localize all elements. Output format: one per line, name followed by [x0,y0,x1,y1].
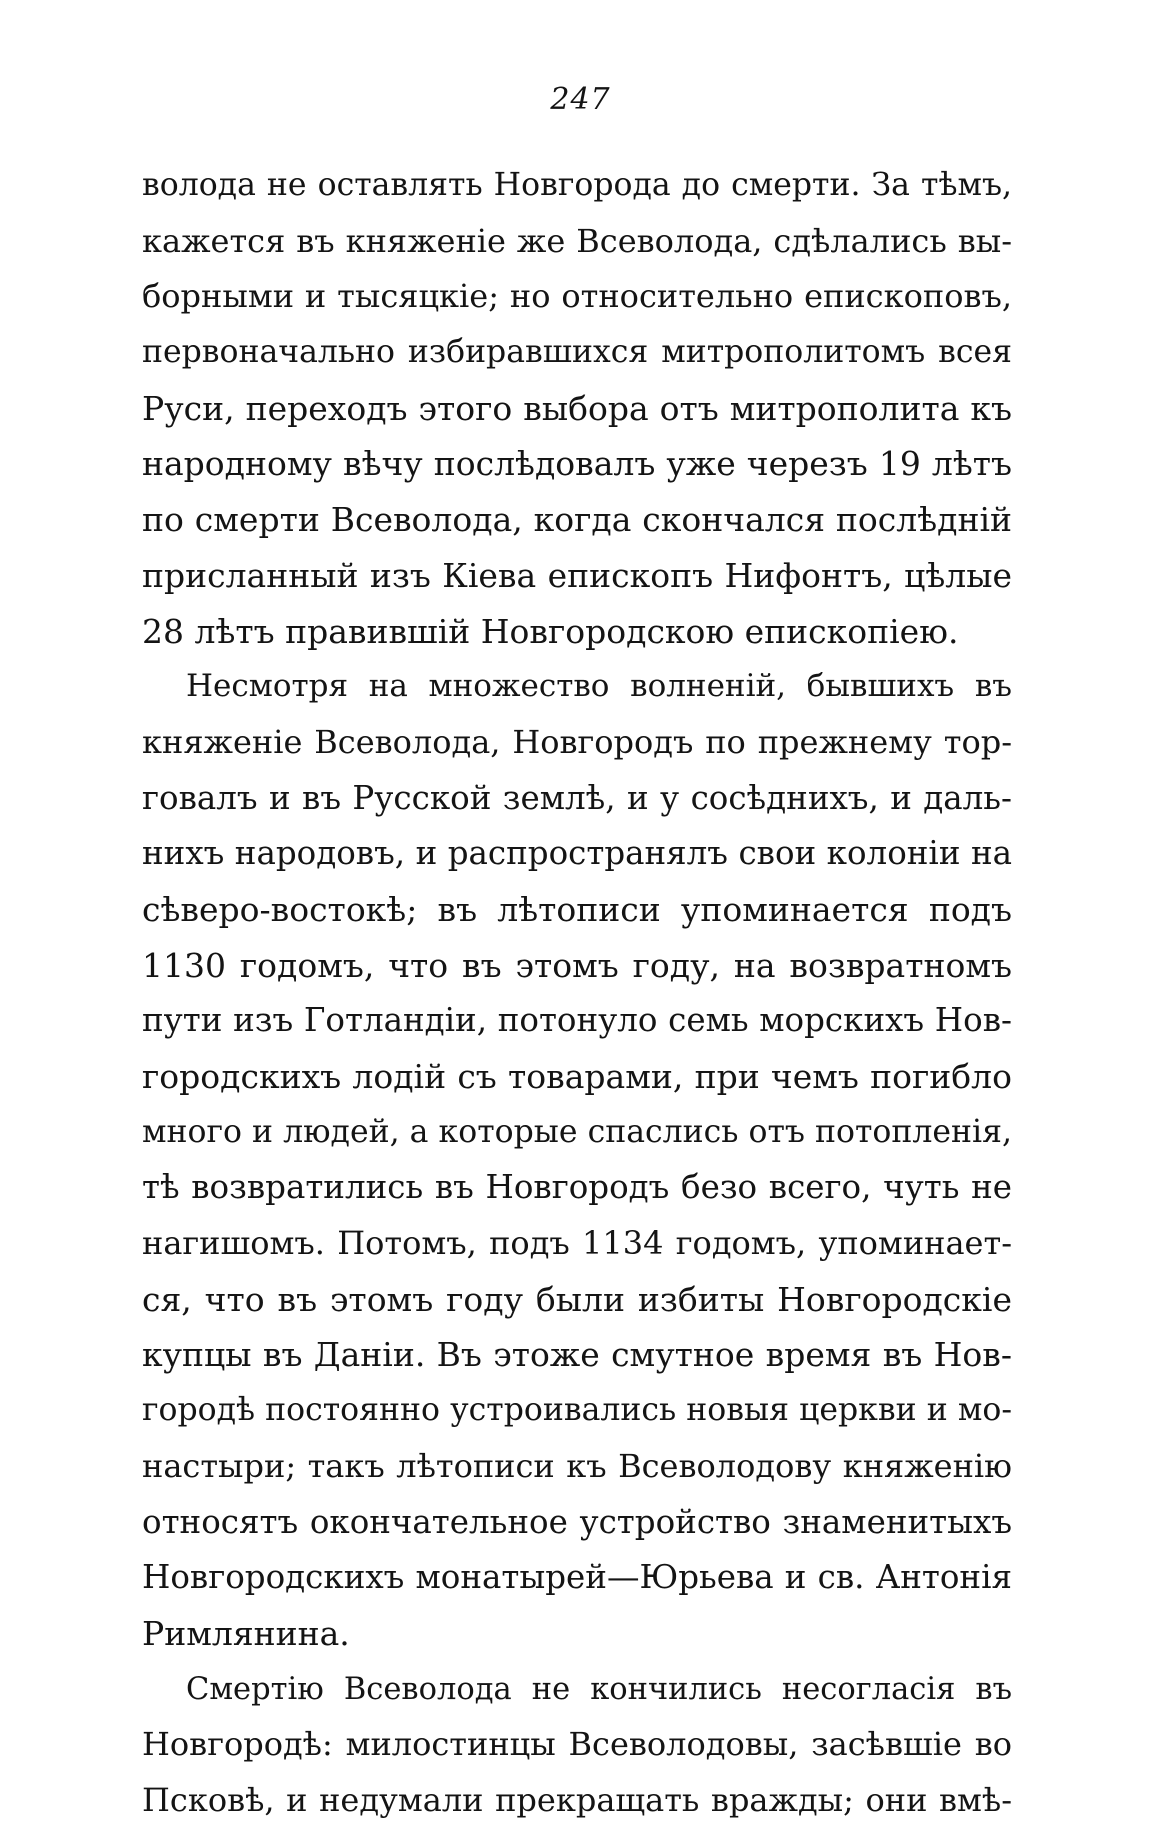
text-line: купцы въ Даніи. Въ этоже смутное время въ Нов- [142,1335,1012,1375]
paragraph-3 [142,1662,1012,1829]
text-line: Псковѣ, и недумали прекращать вражды; они вмѣ- [142,1780,1012,1819]
text-line: Римлянина. [142,1613,350,1653]
page-number: 247 [550,82,611,117]
paragraph-2 [142,659,1012,1661]
text-line: говалъ и въ Русской землѣ, и у сосѣднихъ, и даль- [142,778,1012,817]
text-line: волода не оставлять Новгорода до смерти. За тѣмъ, [142,167,1012,203]
text-line: нагишомъ. Потомъ, подъ 1134 годомъ, упоминает- [142,1224,1012,1263]
text-line: борными и тысяцкіе; но относительно епископовъ, [142,277,1012,316]
text-line: Новгородѣ: милостинцы Всеволодовы, засѣвшіе во [142,1725,1012,1764]
body-text [142,158,1012,1829]
text-line: 28 лѣтъ правившій Новгородскою епископіею. [142,611,959,651]
text-line: настыри; такъ лѣтописи къ Всеволодову княженію [142,1446,1012,1485]
text-line: тѣ возвратились въ Новгородъ безо всего, чуть не [142,1168,1012,1207]
paragraph-1 [142,158,1012,659]
text-line: городскихъ лодій съ товарами, при чемъ погибло [142,1057,1012,1096]
text-line: Смертію Всеволода не кончились несогласія въ [186,1671,1012,1707]
text-line: Несмотря на множество волненій, бывшихъ въ [186,668,1012,705]
text-line: народному вѣчу послѣдовалъ уже черезъ 19 лѣтъ [142,444,1012,484]
text-line: первоначально избиравшихся митрополитомъ всея [142,334,1012,371]
text-line: 1130 годомъ, что въ этомъ году, на возвратномъ [142,945,1012,985]
text-line: много и людей, а которые спаслись отъ потопленія, [142,1113,1012,1150]
text-line: Руси, переходъ этого выбора отъ митрополита къ [142,388,1012,428]
text-line: ся, что въ этомъ году были избиты Новгородскіе [142,1279,1012,1319]
text-line: городѣ постоянно устроивались новыя церкви и мо- [142,1392,1012,1429]
text-line: Новгородскихъ монатырей—Юрьева и св. Антонія [142,1558,1012,1597]
text-line: пути изъ Готландіи, потонуло семь морскихъ Нов- [142,1001,1012,1040]
text-line: сѣверо-востокѣ; въ лѣтописи упоминается подъ [142,889,1012,929]
text-line: нихъ народовъ, и распространялъ свои колоніи на [142,834,1012,873]
text-line: кажется въ княженіе же Всеволода, сдѣлались вы- [142,221,1012,260]
text-line: княженіе Всеволода, Новгородъ по прежнему тор- [142,722,1012,761]
text-line: относятъ окончательное устройство знаменитыхъ [142,1502,1012,1541]
text-line: по смерти Всеволода, когда скончался послѣдній [142,500,1012,540]
text-line: присланный изъ Кіева епископъ Нифонтъ, цѣлые [142,555,1012,595]
